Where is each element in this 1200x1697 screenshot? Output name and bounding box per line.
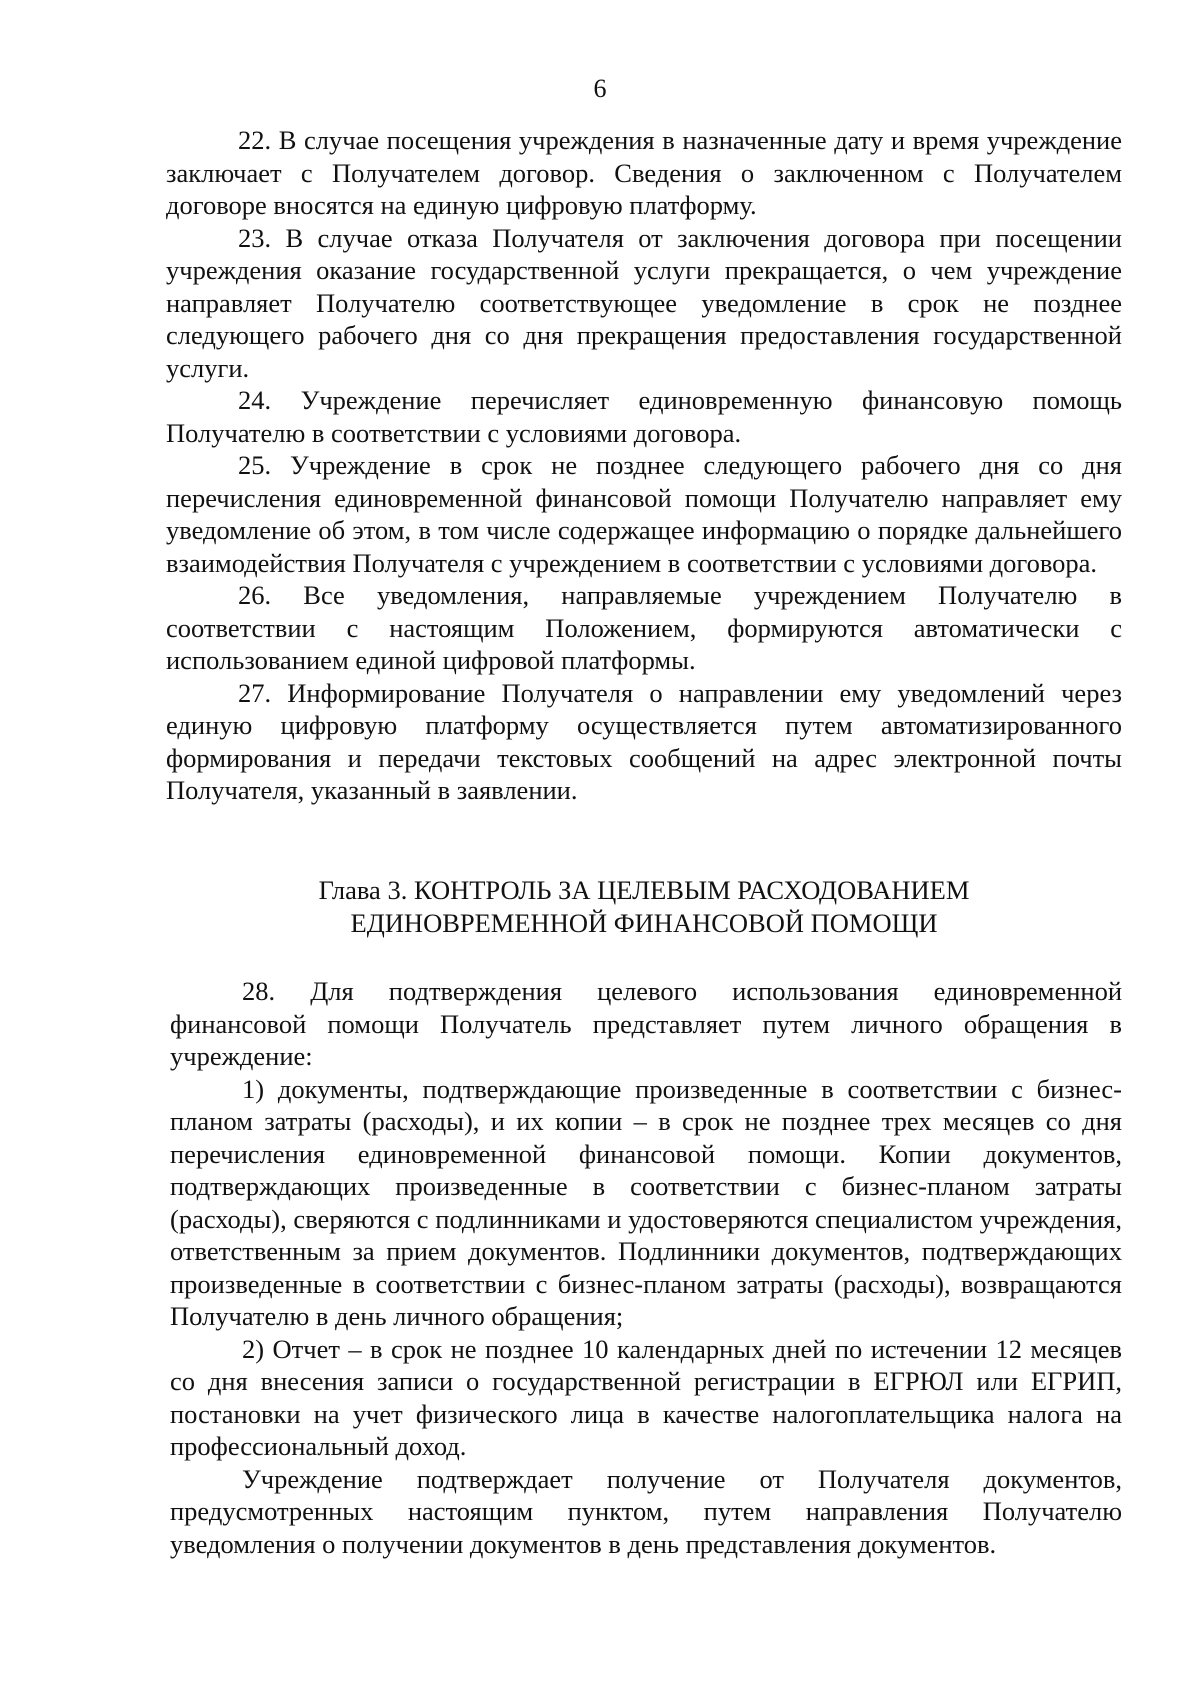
- paragraph-24: 24. Учреждение перечисляет единовременную финансовую помощь Получателю в соответствии с условиями договора.: [166, 385, 1122, 448]
- paragraph-27: 27. Информирование Получателя о направлении ему уведомлений через единую цифровую платформу осуществляется путем автоматизированного формирования и передачи текстовых сообщений на адрес электронной почты Получателя, указанный в заявлении.: [166, 677, 1122, 805]
- chapter-heading: [166, 874, 1122, 940]
- page-number: 6: [593, 74, 607, 103]
- paragraph-28: 28. Для подтверждения целевого использования единовременной финансовой помощи Получатель представляет путем личного обращения в учреждение:: [170, 976, 1122, 1071]
- paragraph-28-item-1: 1) документы, подтверждающие произведенные в соответствии с бизнес-планом затраты (расходы), и их копии – в срок не позднее трех месяцев со дня перечисления единовременной финансовой помощи. Копии документов, подтверждающих произведенные в соответствии с бизнес-планом затраты (расходы), сверяются с подлинниками и удостоверяются специалистом учреждения, ответственным за прием документов. Подлинники документов, подтверждающих произведенные в соответствии с бизнес-планом затраты (расходы), возвращаются Получателю в день личного обращения;: [170, 1073, 1122, 1331]
- paragraph-28-confirmation: Учреждение подтверждает получение от Получателя документов, предусмотренных настоящим пунктом, путем направления Получателю уведомления о получении документов в день представления документов.: [170, 1463, 1122, 1559]
- section-paragraph-28: [170, 975, 1122, 1560]
- paragraph-25: 25. Учреждение в срок не позднее следующего рабочего дня со дня перечисления единовременной финансовой помощи Получателю направляет ему уведомление об этом, в том числе содержащее информацию о порядке дальнейшего взаимодействия Получателя с учреждением в соответствии с условиями договора.: [166, 450, 1122, 578]
- chapter-heading-line-1: Глава 3. КОНТРОЛЬ ЗА ЦЕЛЕВЫМ РАСХОДОВАНИЕМ: [318, 875, 970, 905]
- paragraph-26: 26. Все уведомления, направляемые учреждением Получателю в соответствии с настоящим Положением, формируются автоматически с использованием единой цифровой платформы.: [166, 580, 1122, 675]
- paragraph-28-item-2: 2) Отчет – в срок не позднее 10 календарных дней по истечении 12 месяцев со дня внесения записи о государственной регистрации в ЕГРЮЛ или ЕГРИП, постановки на учет физического лица в качестве налогоплательщика налога на профессиональный доход.: [170, 1333, 1122, 1461]
- chapter-heading-line-2: ЕДИНОВРЕМЕННОЙ ФИНАНСОВОЙ ПОМОЩИ: [350, 908, 938, 938]
- paragraph-22: 22. В случае посещения учреждения в назначенные дату и время учреждение заключает с Получателем договор. Сведения о заключенном с Получателем договоре вносятся на единую цифровую платформу.: [166, 125, 1122, 220]
- paragraph-23: 23. В случае отказа Получателя от заключения договора при посещении учреждения оказание государственной услуги прекращается, о чем учреждение направляет Получателю соответствующее уведомление в срок не позднее следующего рабочего дня со дня прекращения предоставления государственной услуги.: [166, 222, 1122, 383]
- section-paragraphs-22-27: [166, 124, 1122, 807]
